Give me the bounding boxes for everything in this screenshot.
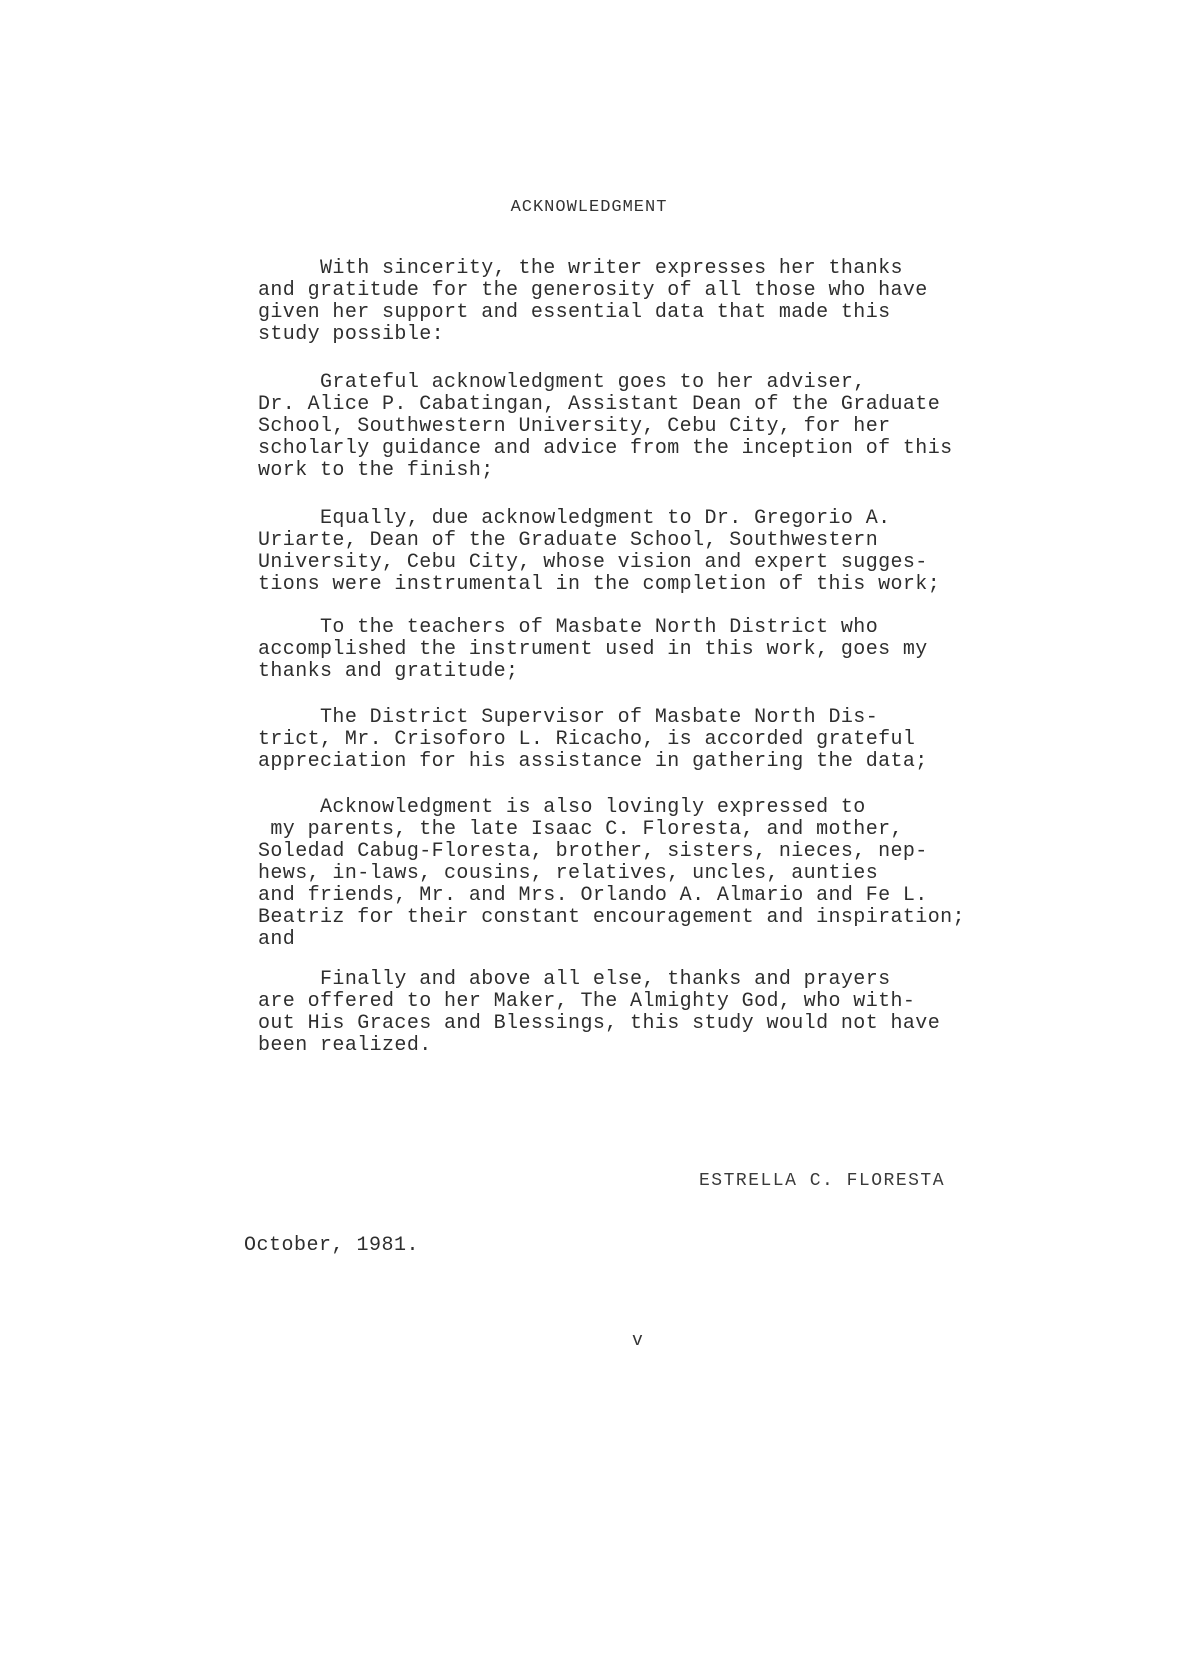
body-paragraph: [258, 372, 1078, 482]
paragraph-line: accomplished the instrument used in this work, goes my: [258, 638, 928, 661]
paragraph-line: and friends, Mr. and Mrs. Orlando A. Almario and Fe L.: [258, 884, 928, 907]
page-number: v: [632, 1331, 643, 1351]
paragraph-line: Finally and above all else, thanks and prayers: [258, 968, 891, 991]
paragraph-line: hews, in-laws, cousins, relatives, uncles, aunties: [258, 862, 879, 885]
paragraph-line: scholarly guidance and advice from the inception of this: [258, 437, 953, 460]
paragraph-line: To the teachers of Masbate North District who: [258, 616, 879, 639]
paragraph-line: appreciation for his assistance in gathering the data;: [258, 750, 928, 773]
paragraph-line: been realized.: [258, 1034, 432, 1057]
paragraph-line: School, Southwestern University, Cebu City, for her: [258, 415, 891, 438]
body-paragraph: [258, 508, 1078, 596]
paragraph-line: work to the finish;: [258, 459, 494, 482]
body-paragraph: [258, 258, 1078, 346]
paragraph-line: Beatriz for their constant encouragement and inspiration;: [258, 906, 965, 929]
paragraph-line: thanks and gratitude;: [258, 660, 519, 683]
paragraph-line: my parents, the late Isaac C. Floresta, and mother,: [258, 818, 903, 841]
paragraph-line: given her support and essential data that made this: [258, 301, 891, 324]
paragraph-line: Acknowledgment is also lovingly expressed to: [258, 796, 866, 819]
paragraph-line: Equally, due acknowledgment to Dr. Gregorio A.: [258, 507, 891, 530]
paragraph-line: study possible:: [258, 323, 445, 346]
document-date: October, 1981.: [244, 1234, 420, 1257]
paragraph-line: tions were instrumental in the completion of this work;: [258, 573, 941, 596]
paragraph-line: are offered to her Maker, The Almighty God, who with-: [258, 990, 916, 1013]
body-paragraph: [258, 707, 1078, 773]
paragraph-line: Uriarte, Dean of the Graduate School, Southwestern: [258, 529, 879, 552]
paragraph-line: out His Graces and Blessings, this study would not have: [258, 1012, 941, 1035]
paragraph-line: Dr. Alice P. Cabatingan, Assistant Dean of the Graduate: [258, 393, 941, 416]
body-paragraph: [258, 969, 1078, 1057]
body-paragraph: [258, 797, 1078, 951]
paragraph-line: trict, Mr. Crisoforo L. Ricacho, is accorded grateful: [258, 728, 916, 751]
page-title: ACKNOWLEDGMENT: [510, 198, 668, 217]
body-paragraph: [258, 617, 1078, 683]
paragraph-line: and: [258, 928, 296, 951]
paragraph-line: and gratitude for the generosity of all those who have: [258, 279, 928, 302]
paragraph-line: Soledad Cabug-Floresta, brother, sisters, nieces, nep-: [258, 840, 928, 863]
paragraph-line: With sincerity, the writer expresses her thanks: [258, 257, 903, 280]
author-signature: ESTRELLA C. FLORESTA: [699, 1171, 946, 1191]
paragraph-line: University, Cebu City, whose vision and expert sugges-: [258, 551, 928, 574]
paragraph-line: The District Supervisor of Masbate North Dis-: [258, 706, 879, 729]
paragraph-line: Grateful acknowledgment goes to her adviser,: [258, 371, 866, 394]
